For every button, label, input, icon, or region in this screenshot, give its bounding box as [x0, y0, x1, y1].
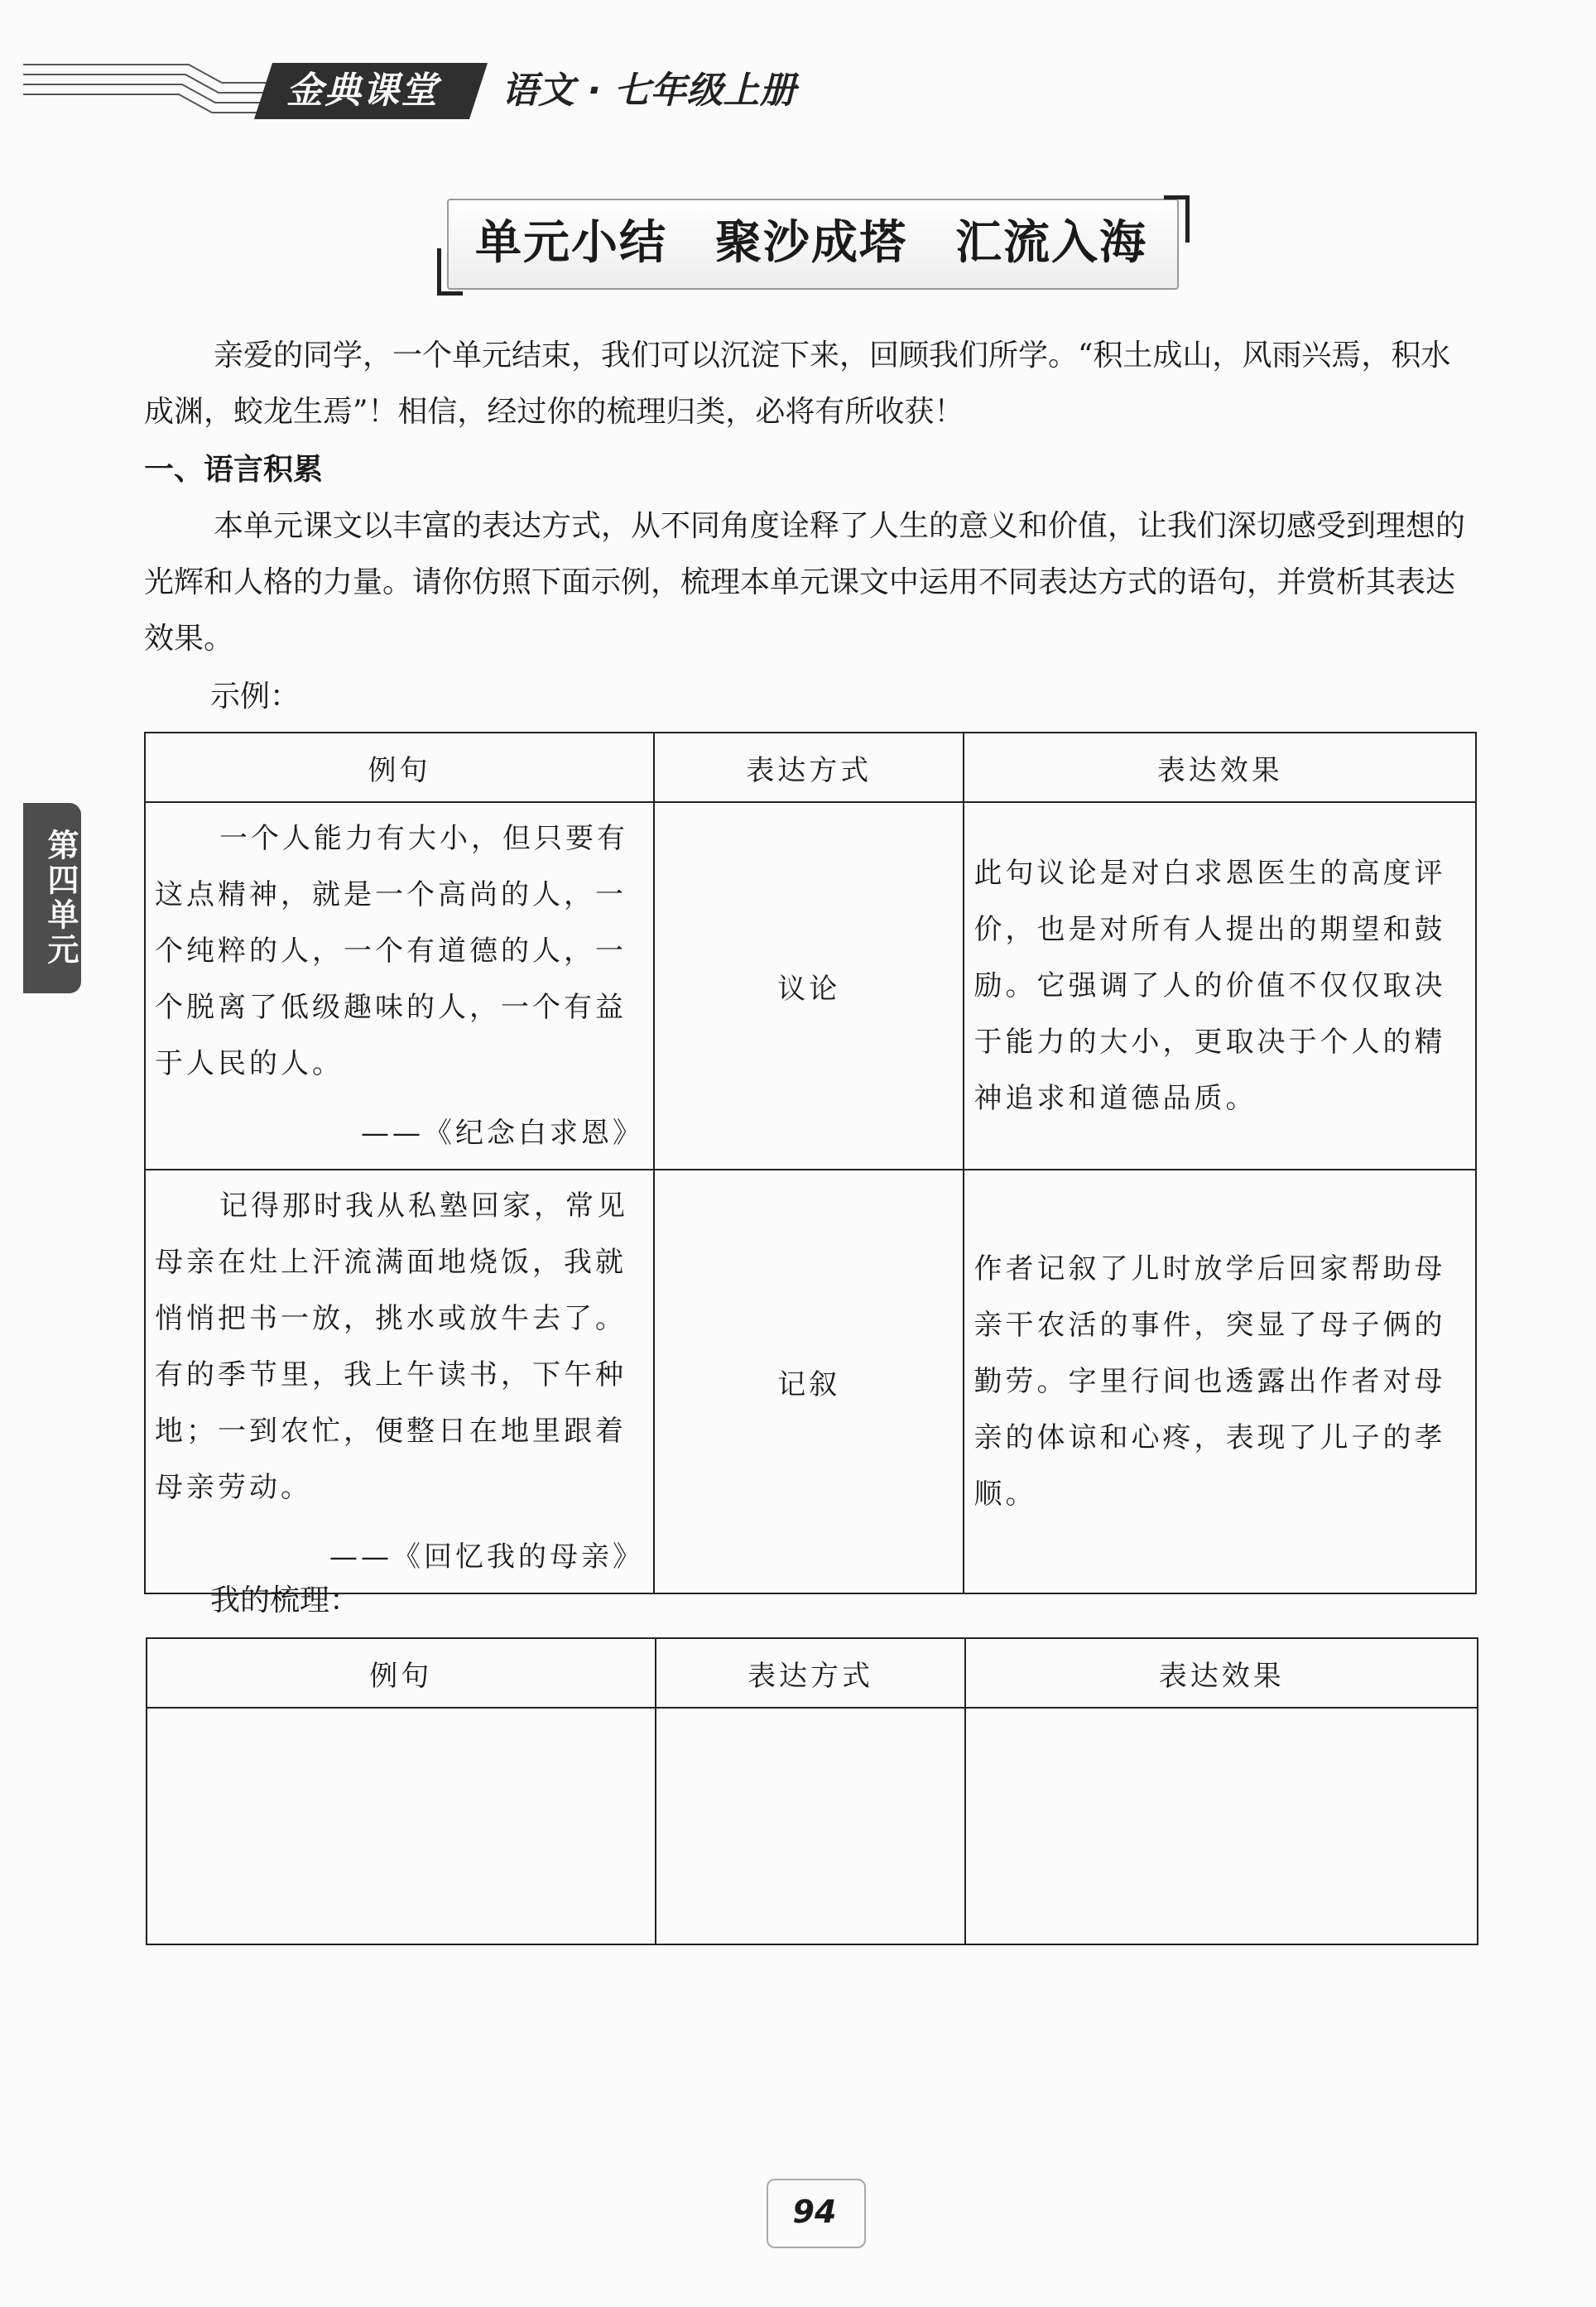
answer-sentence-cell[interactable]: [147, 1708, 656, 1944]
header-method: 表达方式: [656, 1638, 966, 1708]
example-method: 议论: [654, 802, 964, 1170]
page-title: 单元小结 聚沙成塔 汇流入海: [475, 215, 1147, 270]
header-series: 金典课堂: [286, 70, 439, 112]
my-summary-table: [146, 1637, 1478, 1945]
header-subject: 语文 · 七年级上册: [502, 70, 796, 112]
answer-method-cell[interactable]: [656, 1708, 966, 1944]
unit-side-tab: 第四单元: [23, 803, 81, 993]
sentence-cell: [145, 1170, 654, 1593]
example-sentence: 一个人能力有大小，但只要有这点精神，就是一个高尚的人，一个纯粹的人，一个有道德的人，一个脱离了低级趣味的人，一个有益于人民的人。: [155, 822, 628, 1080]
section-heading: 一、语言积累: [144, 453, 324, 487]
table-row: [145, 802, 1476, 1170]
section-instruction: 本单元课文以丰富的表达方式，从不同角度诠释了人生的意义和价值，让我们深切感受到理想的光辉和人格的力量。请你仿照下面示例，梳理本单元课文中运用不同表达方式的语句，并赏析其表达效果。: [144, 509, 1466, 656]
header-effect: 表达效果: [964, 733, 1476, 802]
example-effect: 此句议论是对白求恩医生的高度评价，也是对所有人提出的期望和鼓励。它强调了人的价值不仅仅取决于能力的大小，更取决于个人的精神追求和道德品质。: [973, 857, 1446, 1115]
page-number: 94: [792, 2194, 837, 2230]
table-header-row: [147, 1638, 1478, 1708]
table-row: [145, 1170, 1476, 1593]
example-source: ——《回忆我的母亲》: [329, 1540, 644, 1574]
effect-cell: [964, 1170, 1476, 1593]
header-sentence: 例句: [147, 1638, 656, 1708]
header-method: 表达方式: [654, 733, 964, 802]
answer-row: [147, 1708, 1478, 1944]
my-summary-label: 我的梳理：: [210, 1584, 360, 1617]
header-sentence: 例句: [145, 733, 654, 802]
header-decorative-lines: [23, 58, 272, 116]
example-source: ——《纪念白求恩》: [360, 1117, 644, 1150]
example-method: 记叙: [654, 1170, 964, 1593]
example-effect: 作者记叙了儿时放学后回家帮助母亲干农活的事件，突显了母子俩的勤劳。字里行间也透露出作者对母亲的体谅和心疼，表现了儿子的孝顺。: [973, 1252, 1446, 1511]
header-effect: 表达效果: [965, 1638, 1478, 1708]
intro-paragraph: 亲爱的同学，一个单元结束，我们可以沉淀下来，回顾我们所学。“积土成山，风雨兴焉，积水成渊，蛟龙生焉”！相信，经过你的梳理归类，必将有所收获！: [144, 339, 1451, 429]
sentence-cell: [145, 802, 654, 1170]
example-label: 示例：: [210, 680, 300, 714]
effect-cell: [964, 802, 1476, 1170]
example-sentence: 记得那时我从私塾回家，常见母亲在灶上汗流满面地烧饭，我就悄悄把书一放，挑水或放牛去了。有的季节里，我上午读书，下午种地；一到农忙，便整日在地里跟着母亲劳动。: [155, 1190, 628, 1504]
answer-effect-cell[interactable]: [965, 1708, 1478, 1944]
table-header-row: [145, 733, 1476, 802]
example-table: [144, 732, 1477, 1594]
